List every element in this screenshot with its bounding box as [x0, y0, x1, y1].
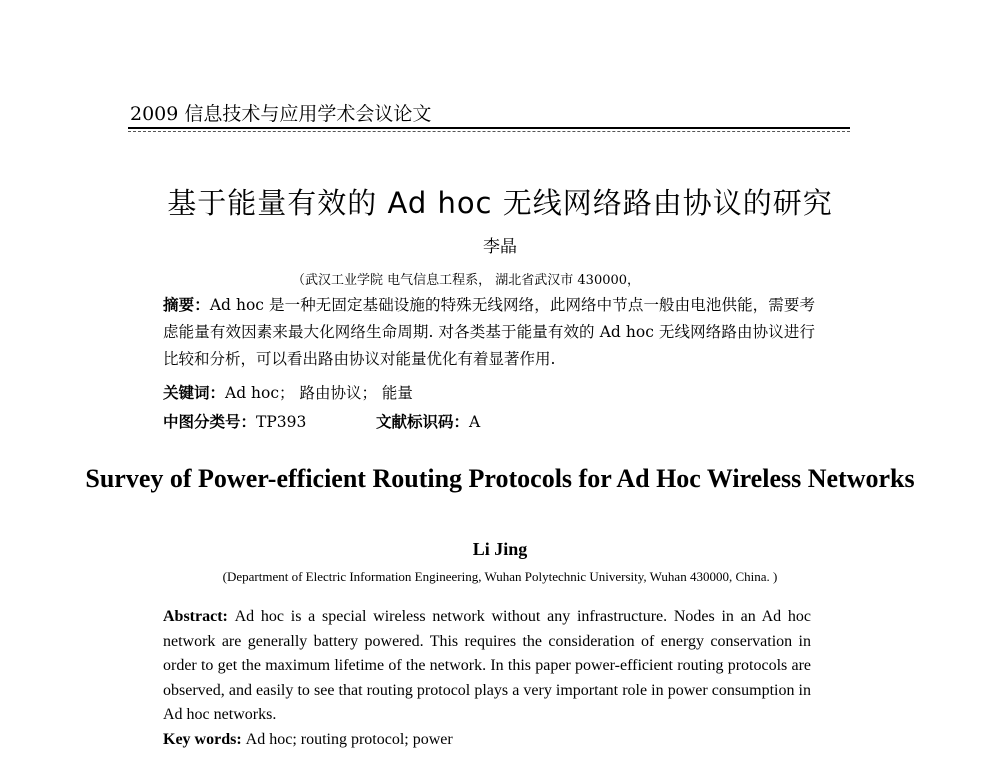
chinese-abstract-label: 摘要： [163, 295, 210, 314]
english-keywords-label: Key words: [163, 731, 242, 748]
chinese-title: 基于能量有效的 Ad hoc 无线网络路由协议的研究 [167, 186, 833, 220]
english-keywords-text: Ad hoc; routing protocol; power [245, 731, 453, 748]
header-rule [128, 127, 850, 129]
english-title: Survey of Power-efficient Routing Protocols for Ad Hoc Wireless Networks [85, 464, 915, 493]
document-code [376, 410, 480, 432]
document-code-label: 文献标识码： [376, 412, 470, 431]
classification-value: TP393 [256, 413, 307, 431]
document-code-value: A [469, 413, 481, 431]
running-header: 2009 信息技术与应用学术会议论文 [130, 103, 432, 125]
classification-label: 中图分类号： [163, 412, 257, 431]
english-abstract-label: Abstract: [163, 608, 228, 625]
english-author: Li Jing [472, 539, 528, 559]
chinese-author: 李晶 [483, 237, 517, 257]
chinese-affiliation: （武汉工业学院 电气信息工程系， 湖北省武汉市 430000， [292, 273, 641, 288]
header-rule-dashed [128, 131, 850, 132]
english-abstract [163, 605, 811, 728]
english-keywords [163, 731, 453, 749]
english-affiliation: (Department of Electric Information Engineering, Wuhan Polytechnic University, Wuhan 430000, China. ) [222, 569, 778, 584]
chinese-keywords-label: 关键词： [163, 383, 226, 402]
chinese-abstract [163, 291, 815, 373]
chinese-keywords-text: Ad hoc； 路由协议； 能量 [225, 384, 413, 402]
chinese-abstract-text: Ad hoc 是一种无固定基础设施的特殊无线网络，此网络中节点一般由电池供能，需要考虑能量有效因素来最大化网络生命周期. 对各类基于能量有效的 Ad hoc 无线网络路由协议进行比较和分析，可以看出路由协议对能量优化有着显著作用. [163, 296, 815, 368]
english-abstract-text: Ad hoc is a special wireless network without any infrastructure. Nodes in an Ad hoc network are generally battery powered. This requires the consideration of energy conservation in order to get the maximum lifetime of the network. In this paper power-efficient routing protocols are observed, and easily to see that routing protocol plays a very important role in power consumption in Ad hoc networks. [163, 608, 812, 723]
classification-number [163, 410, 306, 432]
chinese-keywords [163, 381, 413, 403]
